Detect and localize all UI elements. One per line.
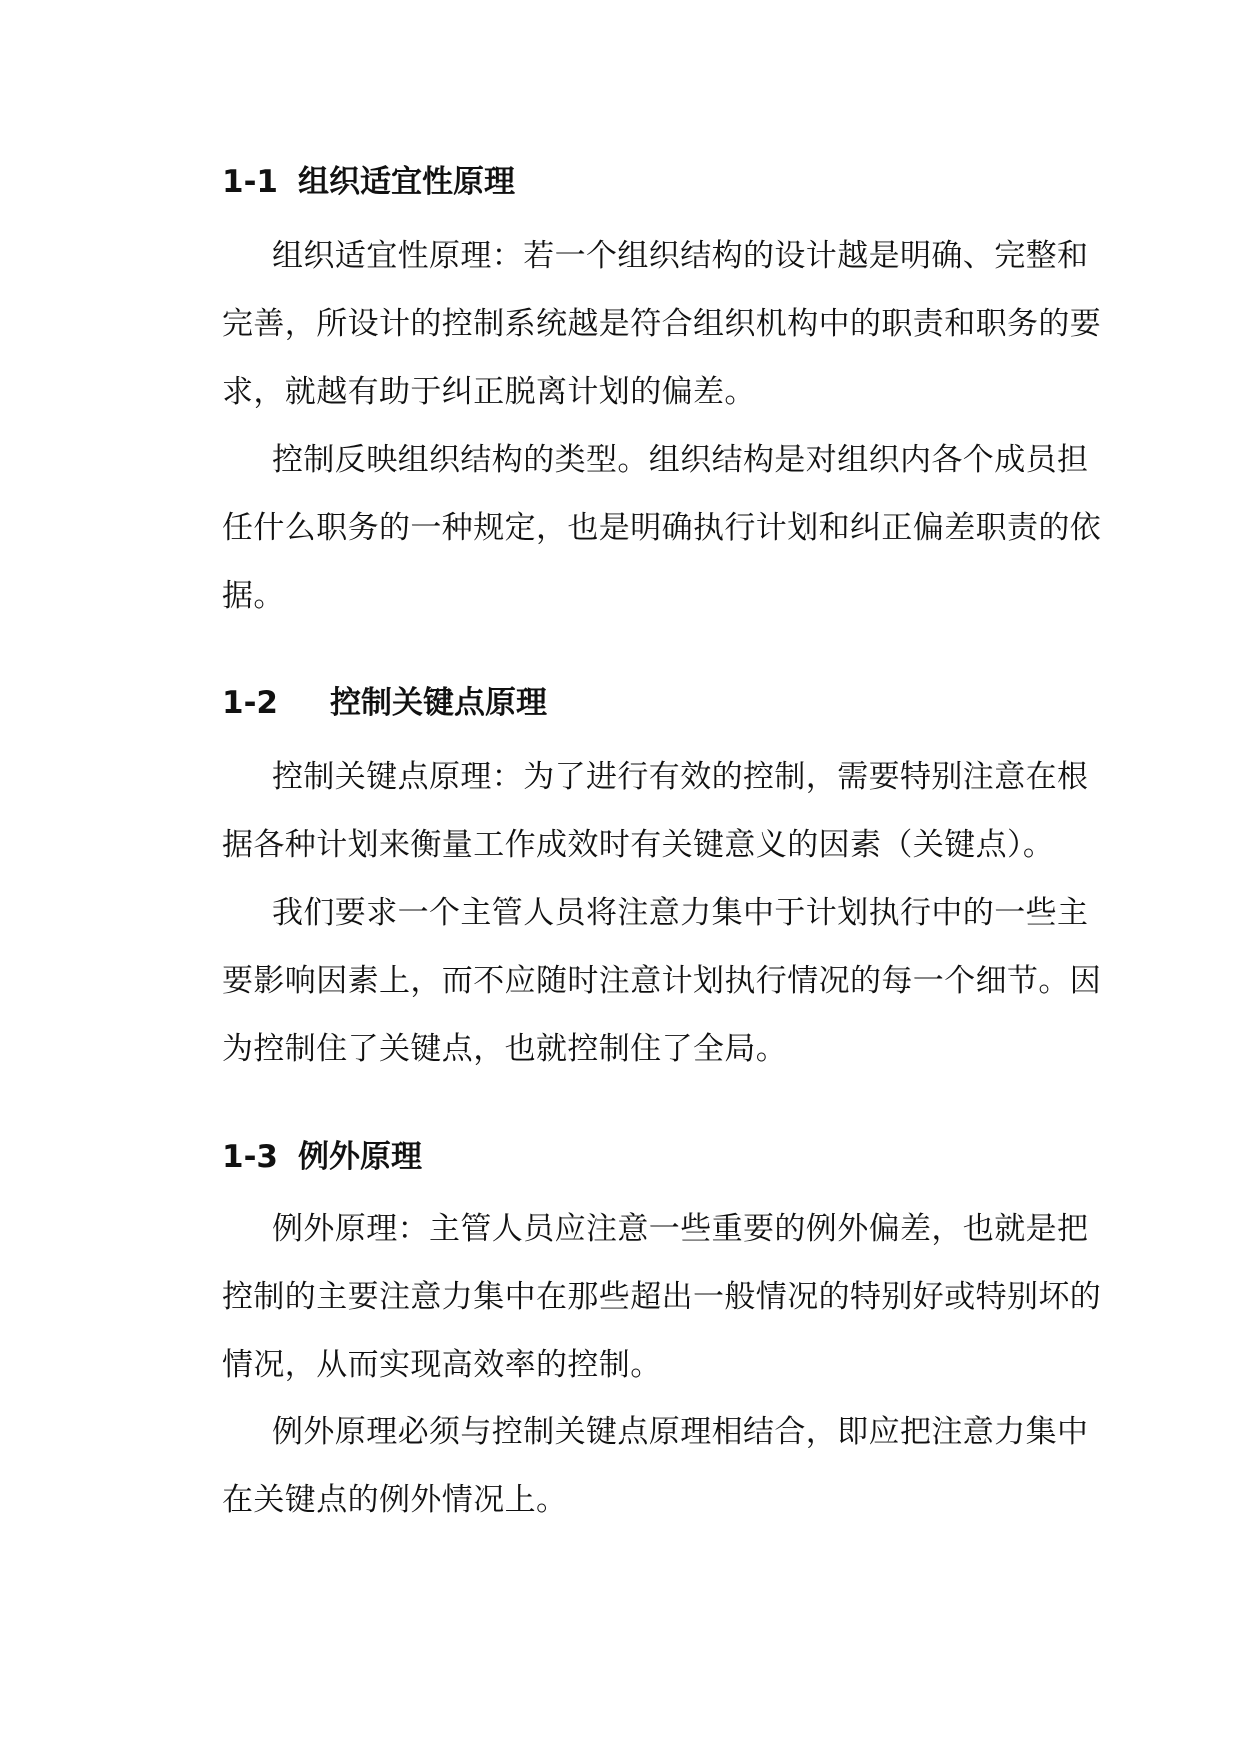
section-heading-1-2 (222, 681, 547, 725)
paragraph: 组织适宜性原理：若一个组织结构的设计越是明确、完整和完善，所设计的控制系统越是符合组织机构中的职责和职务的要求，就越有助于纠正脱离计划的偏差。 (222, 238, 1102, 410)
section-number: 1-1 (222, 164, 279, 200)
section-number: 1-3 (222, 1139, 279, 1175)
section-heading-1-1 (222, 160, 515, 204)
paragraph: 我们要求一个主管人员将注意力集中于计划执行中的一些主要影响因素上，而不应随时注意计划执行情况的每一个细节。因为控制住了关键点，也就控制住了全局。 (222, 895, 1102, 1067)
section-title: 例外原理 (298, 1139, 423, 1175)
paragraph: 例外原理：主管人员应注意一些重要的例外偏差，也就是把控制的主要注意力集中在那些超出一般情况的特别好或特别坏的情况，从而实现高效率的控制。 (222, 1211, 1102, 1383)
section-number: 1-2 (222, 685, 279, 721)
paragraph: 控制关键点原理：为了进行有效的控制，需要特别注意在根据各种计划来衡量工作成效时有关键意义的因素（关键点）。 (222, 759, 1089, 863)
section-title: 控制关键点原理 (330, 685, 548, 721)
paragraph: 控制反映组织结构的类型。组织结构是对组织内各个成员担任什么职务的一种规定，也是明确执行计划和纠正偏差职责的依据。 (222, 442, 1102, 614)
section-title: 组织适宜性原理 (298, 164, 516, 200)
section-heading-1-3 (222, 1135, 422, 1179)
paragraph: 例外原理必须与控制关键点原理相结合，即应把注意力集中在关键点的例外情况上。 (222, 1414, 1089, 1518)
